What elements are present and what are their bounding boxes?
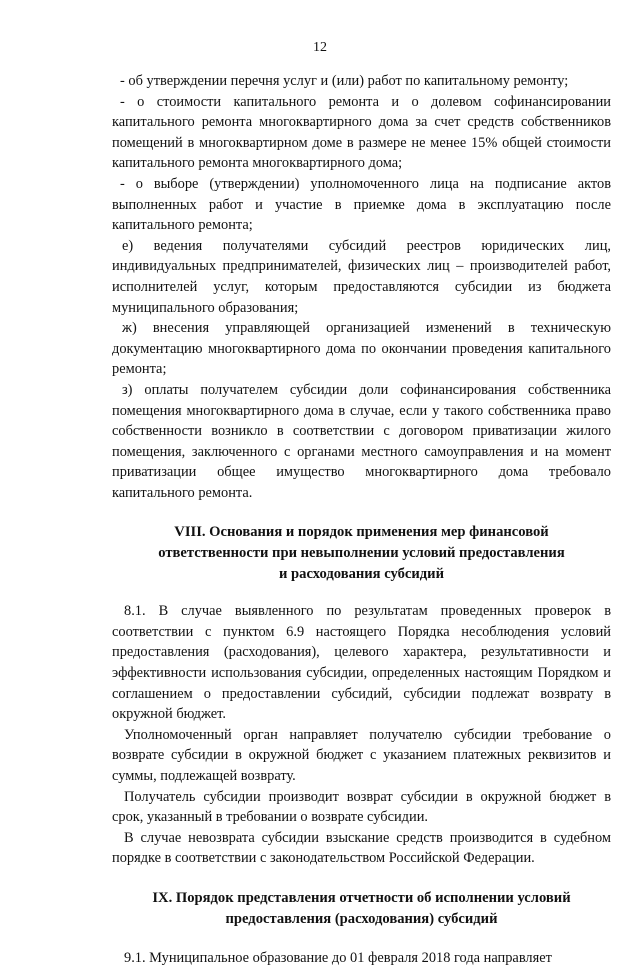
list-item: - об утверждении перечня услуг и (или) работ по капитальному ремонту; xyxy=(120,73,569,89)
document-body xyxy=(112,71,611,969)
list-item: - о стоимости капитального ремонта и о долевом софинансировании капитального ремонта многоквартирного дома за счет средств собственников помещений в многоквартирном доме в размере не менее 15% общей стоимости капитального ремонта многоквартирного дома; xyxy=(112,93,611,172)
list-item: - о выборе (утверждении) уполномоченного лица на подписание актов выполненных работ и участие в приемке дома в эксплуатацию после капитального ремонта; xyxy=(112,175,611,234)
section-heading-9 xyxy=(112,888,611,929)
list-item: е) ведения получателями субсидий реестров юридических лиц, индивидуальных предпринимателей, физических лиц – производителей работ, исполнителей услуг, которым предоставляются субсидии из бюджета муниципального образования; xyxy=(112,237,611,316)
page-number: 12 xyxy=(313,40,327,55)
list-item: з) оплаты получателем субсидии доли софинансирования собственника помещения многоквартирного дома в случае, если у такого собственника право собственности возникло в соответствии с договором приватизации жилого помещения, заключенного с органами местного самоуправления и на момент приватизации общее имущество многоквартирного дома требовало капитального ремонта. xyxy=(112,381,611,501)
section-heading-line: IX. Порядок представления отчетности об исполнении условий xyxy=(152,889,571,906)
section-heading-8 xyxy=(112,522,611,584)
paragraph: 8.1. В случае выявленного по результатам проведенных проверок в соответствии с пунктом 6.9 настоящего Порядка несоблюдения условий предоставления (расходования), целевого характера, результативности и эффективности использования субсидии, определенных настоящим Порядком и соглашением о предоставлении субсидий, субсидии подлежат возврату в окружной бюджет. xyxy=(112,603,611,723)
paragraph: 9.1. Муниципальное образование до 01 февраля 2018 года направляет xyxy=(124,950,552,967)
section-heading-line: VIII. Основания и порядок применения мер финансовой xyxy=(174,524,549,541)
section-heading-line: и расходования субсидий xyxy=(279,565,444,582)
section-heading-line: ответственности при невыполнении условий предоставления xyxy=(158,545,565,562)
paragraph: В случае невозврата субсидии взыскание средств производится в судебном порядке в соответствии с законодательством Российской Федерации. xyxy=(112,829,611,867)
section-heading-line: предоставления (расходования) субсидий xyxy=(225,910,498,927)
paragraph: Уполномоченный орган направляет получателю субсидии требование о возврате субсидии в окружной бюджет с указанием платежных реквизитов и суммы, подлежащей возврату. xyxy=(112,726,611,784)
list-item: ж) внесения управляющей организацией изменений в техническую документацию многоквартирного дома по окончании проведения капитального ремонта; xyxy=(112,320,611,378)
paragraph: Получатель субсидии производит возврат субсидии в окружной бюджет в срок, указанный в требовании о возврате субсидии. xyxy=(112,788,611,826)
